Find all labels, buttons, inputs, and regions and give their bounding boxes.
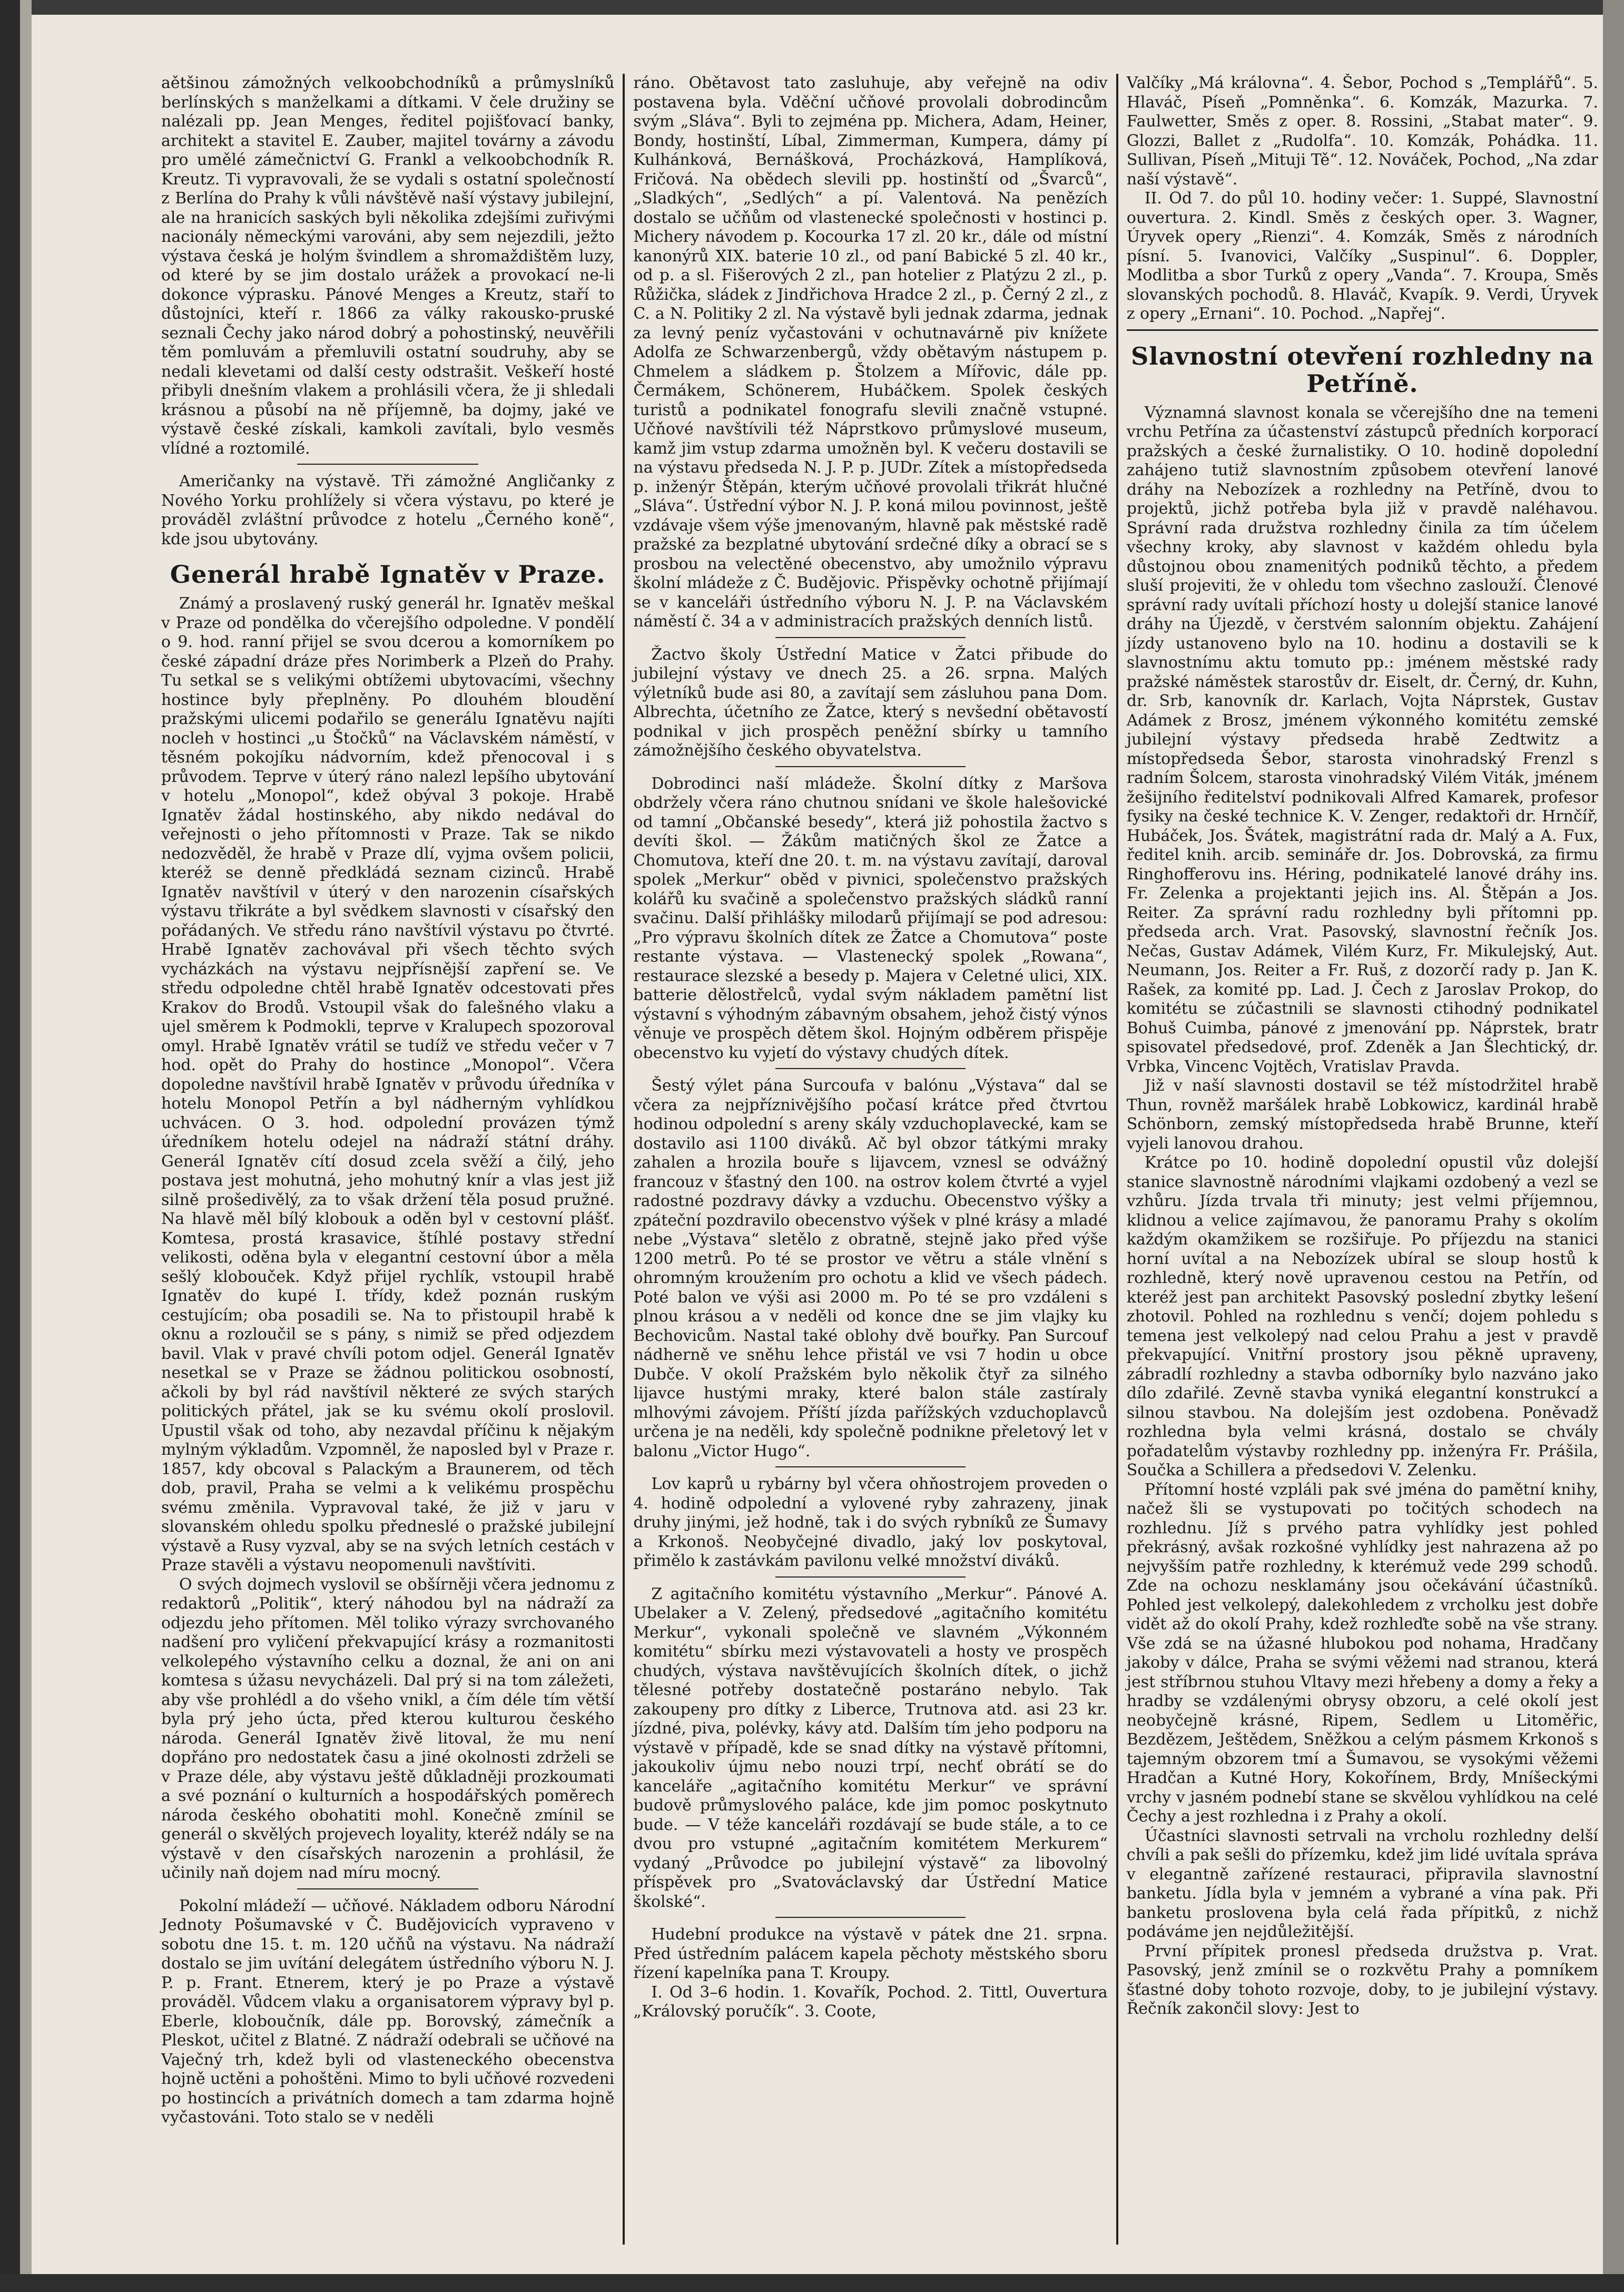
article-rozhledna-5: Účastníci slavnosti setrvali na vrcholu rozhledny delší chvíli a pak sešli do přízemku, kdež jim lidé uvítala správa v elegantně zařízené restauraci, připravila slavnostní banketu. Jídla byla v jemném a vybrané a vína pak. Při banketu proslovena byla celá řada přípitků, z nichž podáváme jen nejdůležitější. <box>1126 1826 1598 1941</box>
article-rozhledna-1: Významná slavnost konala se včerejšího dne na temeni vrchu Petřína za účastenství zástupců předních korporací pražských a české žurnalistiky. O 10. hodině dopolední zahájeno tutiž slavnostním způsobem otevření lanové dráhy na Nebozízek a rozhledny na Petříně, dvou to projektů, jichž potřeba byla již v pravdě naléhavou. Správní rada družstva rozhledny činila za tím účelem všechny kroky, aby slavnost v každém ohledu byla důstojnou obou znamenitých podniků těchto, a předem sluší projeviti, že v ohledu tom všechno zaslouží. Členové správní rady uvítali příchozí hosty u dolejší stanice lanové dráhy na Újezdě, v čerstvém salonním objektu. Zahájení jízdy ustanoveno bylo na 10. hodinu a dostavili se k slavnostnímu aktu tomuto pp.: jménem městské rady pražské náměstek starostův dr. Eiselt, dr. Černý, dr. Kuhn, dr. Srb, kanovník dr. Karlach, Vojta Náprstek, Gustav Adámek z Brosz, jménem výkonného komitétu zemské jubilejní výstavy předseda hrabě Zedtwitz a místopředseda Šebor, starosta vinohradský Frenzl s radním Šolcem, starosta vinohradský Vilém Viták, jménem žešijního ředitelství podnikovali Alfred Kamarek, profesor fysiky na české technice K. V. Zenger, redaktoři dr. Hrnčíř, Hubáček, Jos. Švátek, magistrátní rada dr. Malý a A. Fux, ředitel knih. arcib. semináře dr. Jos. Dobrovská, za firmu Ringhofferovu ins. Héring, podnikatelé lanové dráhy ins. Fr. Zelenka a projektanti jejich ins. Al. Štěpán a Jos. Reiter. Za správní radu rozhledny byli přítomni pp. předseda arch. Vrat. Pasovský, slavnostní řečník Jos. Nečas, Gustav Adámek, Vilém Kurz, Fr. Mikulejský, Aut. Neumann, Jos. Reiter a Fr. Ruš, z dozorčí rady p. Jan K. Rašek, za komité pp. Lad. J. Čech z Jaroslav Prokop, do komitétu se zúčastnili se slavnosti ctihodný podnikatel Bohuš Cuimba, pánové z jmenování pp. Náprstek, bratr spisovatel předsedové, prof. Zdeněk a Jan Šlechtický, dr. Vrbka, Vincenc Vojtěch, Vratislav Pravda. <box>1126 403 1598 1076</box>
article-rozhledna-4: Přítomní hosté vzpláli pak své jména do pamětní knihy, načež šli se vystupovati po točitých schodech na rozhlednu. Jíž s prvého patra vyhlídky jest pohled překrásný, avšak rozkošné vyhlídky jest nahrazena až po nejvyšším patře rozhledny, k kterémuž vede 299 schodů. Zde na ochozu nesklamány jsou očekávání účastníků. Pohled jest velkolepý, dalekohledem z vrcholku jest dobře vidět až do okolí Prahy, kdež rozhleďte sobě na vše strany. Vše zdá se na úžasné hlubokou pod nohama, Hradčany jakoby v dálce, Praha se svými věžemi nad stranou, která jest stříbrnou stuhou Vltavy mezi hřebeny a domy a řeky a hradby se vzdálenými obrysy obzoru, a celé okolí jest neobyčejně krásné, Ripem, Sedlem u Litoměřic, Bezdězem, Ještědem, Sněžkou a celým pásmem Krkonoš s tajemným obzorem tmí a Šumavou, se vysokými věžemi Hradčan a Kutné Hory, Kokořínem, Brdy, Mníšeckými vrchy v jasném podnebí stane se skvělou vyhlídkou na celé Čechy a jest rozhledna i z Prahy a okolí. <box>1126 1480 1598 1826</box>
scan-border-bottom <box>0 2274 1624 2292</box>
separator <box>775 1576 965 1578</box>
article-ignatev: Známý a proslavený ruský generál hr. Ignatěv meškal v Praze od pondělka do včerejšího odpoledne. V pondělí o 9. hod. ranní přijel se svou dcerou a komorníkem po české západní dráze přes Norimberk a Plzeň do Prahy. Tu setkal se s velikými obtížemi ubytovacími, všechny hostince byly přeplněny. Po dlouhém bloudění pražskými ulicemi podařilo se generálu Ignatěvu najíti nocleh v hostinci „u Štočků“ na Václavském náměstí, v těsném pokojíku nádvorním, kdež přenocoval i s průvodem. Teprve v úterý ráno nalezl lepšího ubytování v hotelu „Monopol“, kdež obýval 3 pokoje. Hrabě Ignatěv žádal hostinského, aby nikdo nedával do veřejnosti o jeho přítomnosti v Praze. Tak se nikdo nedozvěděl, že hrabě v Praze dlí, vyjma ovšem policii, kteréž se denně předkládá seznam cizinců. Hrabě Ignatěv navštívil v úterý v den narozenin císařských výstavu třikráte a byl svědkem slavnosti v císařský den pořádaných. Ve středu ráno navštívil výstavu po čtvrté. Hrabě Ignatěv zachovával při všech těchto svých vycházkách na výstavu nejpřísnější zapření se. Ve středu odpoledne chtěl hrabě Ignatěv odcestovati přes Krakov do Brodů. Vstoupil však do falešného vlaku a ujel směrem k Podmokli, teprve v Kralupech spozoroval omyl. Hrabě Ignatěv vrátil se tudíž ve středu večer v 7 hod. opět do Prahy do hostince „Monopol“. Včera dopoledne navštívil hrabě Ignatěv v průvodu úředníka v hotelu Monopol Petřín a byl nádherným vyhlídkou uchvácen. O 3. hod. odpolední provázen týmž úředníkem hotelu odejel na nádraží státní dráhy. Generál Ignatěv cítí dosud zcela svěží a čilý, jeho postava jest mohutná, jeho mohutný knír a vlas jest již silně prošedivělý, za to však držení těla posud pružné. Na hlavě měl bílý klobouk a oděn byl v cestovní plášť. Komtesa, prostá krasavice, štíhlé postavy střední velikosti, oděna byla v elegantní cestovní úbor a měla sešlý klobouček. Když přijel rychlík, vstoupil hrabě Ignatěv do kupé I. třídy, kdež poznán ruským cestujícím; oba posadili se. Na to přistoupil hrabě k oknu a rozloučil se s pány, s nimiž se před odjezdem bavil. Vlak v pravé chvíli potom odjel. Generál Ignatěv nesetkal se v Praze se žádnou politickou osobností, ačkoli by byl rád navštívil některé ze svých starých politických přátel, jak se ku svému okolí proslovil. Upustil však od toho, aby nezavdal příčinu k nějakým mylným výkladům. Vzpomněl, že naposled byl v Praze r. 1857, kdy obcoval s Palackým a Braunerem, od těch dob, pravil, Praha se velmi a k velikému prospěchu svému změnila. Vypravoval také, že již v jaru v slovanském ohledu spolku předneslé o pražské jubilejní výstavě a Rusy vyzval, aby se na svých letních cestách v Praze stavěli a výstavu neopomenuli navštíviti. <box>161 594 615 1574</box>
heading-ignatev: Generál hrabě Ignatěv v Praze. <box>170 560 606 589</box>
article-rozhledna-2: Již v naší slavnosti dostavil se též místodržitel hrabě Thun, rovněž maršálek hrabě Lobkowicz, kardinál hrabě Schönborn, zemský místopředseda hrabě Brunne, kteří vyjeli lanovou drahou. <box>1126 1076 1598 1153</box>
article-pokoleni: Pokolní mládeží — učňové. Nákladem odboru Národní Jednoty Pošumavské v Č. Budějovicích vypraveno v sobotu dne 15. t. m. 120 učňů na výstavu. Na nádraží dostalo se jim uvítání delegátem ústředního výboru N. J. P. p. Frant. Etnerem, který je po Praze a výstavě prováděl. Vůdcem vlaku a organisatorem výpravy byl p. Eberle, kloboučník, dále pp. Borovský, zámečník a Pleskot, učitel z Blatné. Z nádraží odebrali se učňové na Vaječný trh, kdež byli od vlasteneckého obecenstva hojně uctěni a pohoštěni. Mimo to byli učňové rozvedeni po hostincích a privátních domech a tam zdarma hojně vyčastováni. Toto stalo se v neděli <box>161 1896 615 2127</box>
column-1 <box>153 74 623 2245</box>
article-balloon: Šestý výlet pána Surcoufa v balónu „Výstava“ dal se včera za nejpříznivějšího počasí krátce před čtvrtou hodinou odpolední s areny skály vzduchoplavecké, kam se dostavilo asi 1100 diváků. Ač byl obzor tátkými mraky zahalen a hrozila bouře s lijavcem, vznesl se odvážný francouz v šťastný den 100. na ostrov kolem čtvrté a vyjel radostné pozdravy dávky a vzduchu. Obecenstvo výšky a zpáteční pozdravilo obecenstvo výšek v plné krásy a mladé nebe „Výstava“ sletělo z obratně, stejně jako před výše 1200 metrů. Po té se prostor ve větru a stále vlnění s ohromným kroužením pro ochotu a klid ve všech pádech. Poté balon ve výši asi 2000 m. Po té se pro vzdáleni s plnou krásou a v neděli od konce dne se jim vlajky ku Bechovicům. Nastal také oblohy dvě bouřky. Pan Surcouf nádherně ve sněhu lehce přistál ve vsi 7 hodin u obce Dubče. V okolí Pražském bylo několik čtyř za silného lijavce hustými mraky, které balon stále zastíraly mlhovými závojem. Příští jízda pařížských vzduchoplavců určena je na neděli, kdy společně podnikne přeletový let v balonu „Victor Hugo“. <box>633 1076 1108 1461</box>
column-2 <box>625 74 1116 2245</box>
article-rozhledna-3: Krátce po 10. hodině dopolední opustil vůz dolejší stanice slavnostně národními vlajkami ozdobený a vezl se vzhůru. Jízda trvala tři minuty; jest velmi příjemnou, klidnou a velice zajímavou, že panoramu Prahy s okolím každým okamžikem se rozšiřuje. Po příjezdu na stanici horní uvítal a na Nebozízek ubíral se sloup hostů k rozhledně, který nově upravenou cestou na Petřín, od kteréž jest pan architekt Pasovský poslední zbytky lešení zhotovil. Pohled na rozhlednu s venčí; dojem pohledu s temena jest velkolepý nad celou Prahu a jest v pravdě překvapující. Vnitřní prostory jsou pěkně upraveny, zábradlí rozhledny a stavba odborníky bylo nazváno jako dílo zdařilé. Zevně stavba vyniká elegantní konstrukcí a silnou stavbou. Na dolejším jest ozdobena. Poněvadž rozhledna byla velmi krásná, dostalo se chvály pořadatelům výstavby rozhledny pp. inženýra Fr. Prášila, Součka a Schillera a předsedovi V. Zelenku. <box>1126 1153 1598 1480</box>
music-program-continued: Valčíky „Má královna“. 4. Šebor, Pochod s „Templářů“. 5. Hlaváč, Píseň „Pomněnka“. 6. Komzák, Mazurka. 7. Faulwetter, Směs z oper. 8. Rossini, „Stabat mater“. 9. Glozzi, Ballet z „Rudolfa“. 10. Komzák, Pohádka. 11. Sullivan, Píseň „Mituji Tě“. 12. Nováček, Pochod, „Na zdar naší výstavě“. <box>1126 74 1598 189</box>
article-lov-kapru: Lov kaprů u rybárny byl včera ohňostrojem proveden o 4. hodině odpolední a vylovené ryby zahrazeny, jinak druhy jinými, jež hodně, tak i do svých rybníků ze Šumavy a Krkonoš. Neobyčejné divadlo, jaký lov poskytoval, přimělo k zastávkám pavilonu velké množství diváků. <box>633 1475 1108 1570</box>
separator <box>297 1888 478 1889</box>
article-berlin-visitors: aětšinou zámožných velkoobchodníků a průmyslníků berlínských s manželkami a dítkami. V čele družiny se nalézali pp. Jean Menges, ředitel pojišťovací banky, architekt a stavitel E. Zauber, majitel továrny a závodu pro umělé zámečnictví G. Frankl a velkoobchodník R. Kreutz. Ti vypravovali, že se vydali s ostatní společností z Berlína do Prahy k vůli návštěvě naší výstavy jubilejní, ale na hranicích saských byli několika zdejšími zuřivými nacionály německými varováni, aby sem nejezdili, ježto výstava česká je holým švindlem a shromaždištěm luzy, od které by se jim dostalo urážek a provokací ne-li dokonce výprasku. Pánové Menges a Kreutz, staří to důstojníci, kteří r. 1866 za války rakousko-pruské seznali Čechy jako národ dobrý a pohostinský, neuvěřili těm pomluvám a přemluvili ostatní soudruhy, aby se nedali klevetami od další cesty odstrašit. Veškeří hosté přibyli dnešním vlakem a prohlásili včera, že ji shledali krásnou a působí na ně příjemně, ba dojmy, jaké ve výstavě české získali, kamkoli zavítali, bylo vesměs vlídné a roztomilé. <box>161 74 615 458</box>
article-americanky: Američanky na výstavě. Tři zámožné Angličanky z Nového Yorku prohlížely si včera výstavu, po které je prováděl zvláštní průvodce z hotelu „Černého koně“, kde jsou ubytovány. <box>161 472 615 548</box>
article-agitacni-komitet: Z agitačního komitétu výstavního „Merkur“. Pánové A. Ubelaker a V. Zelený, předsedové „agitačního komitétu Merkur“, vykonali společně ve slavném „Výkonném komitétu“ sbírku mezi výstavovateli a hosty ve prospěch chudých, výstava navštěvujících školních dítek, o jichž tělesné potřeby dostatečně postaráno nebylo. Tak zakoupeny pro dítky z Liberce, Trutnova atd. asi 23 kr. jízdné, piva, polévky, kávy atd. Dalším tím jeho podporu na výstavě v případě, kde se snad dítky na výstavě přítomni, jakoukoliv újmu nebo nouzi trpí, nechť obrátí se do kanceláře „agitačního komitétu Merkur“ ve správní budově průmyslového paláce, kde jim pomoc poskytnuto bude. — V téže kanceláři rozdávají se bude stále, a to ce dvou pro vstupné „agitačním komitétem Merkurem“ vydaný „Průvodce po jubilejní výstavě“ za libovolný příspěvek pro „Svatováclavský dar Ústřední Matice školské“. <box>633 1584 1108 1911</box>
separator <box>775 1917 965 1918</box>
scan-margin-left <box>20 0 32 2292</box>
scan-border-top <box>0 0 1624 15</box>
column-3 <box>1118 74 1607 2245</box>
article-zatec: Žactvo školy Ústřední Matice v Žatci přibude do jubilejní výstavy ve dnech 25. a 26. srpna. Malých výletníků bude asi 80, a zavítají sem zásluhou pana Dom. Albrechta, účetního ze Žatce, který s nevšední obětavostí podnikal v jich prospěch peněžní sbírky u tamního zámožnějšího českého obyvatelstva. <box>633 645 1108 760</box>
separator <box>775 1068 965 1069</box>
heading-rozhledna: Slavnostní otevření rozhledny na Petříně. <box>1131 341 1594 398</box>
article-rozhledna-6: První přípitek pronesl předseda družstva p. Vrat. Pasovský, jenž zmínil se o rozkvětu Prahy a pomníkem šťastné doby tohoto rozvoje, doby, to je jubilejní výstavy. Řečník zakončil slovy: Jest to <box>1126 1942 1598 2018</box>
article-hudebni-produkce: Hudební produkce na výstavě v pátek dne 21. srpna. Před ústředním palácem kapela pěchoty městského sboru řízení kapelníka pana T. Kroupy. <box>633 1925 1108 1982</box>
newspaper-page <box>153 74 1607 2245</box>
scan-border-left <box>0 0 20 2292</box>
separator <box>775 766 965 767</box>
separator <box>1127 329 1598 331</box>
separator <box>775 637 965 638</box>
music-program-part2: II. Od 7. do půl 10. hodiny večer: 1. Suppé, Slavnostní ouvertura. 2. Kindl. Směs z českých oper. 3. Wagner, Úryvek opery „Rienzi“. 4. Komzák, Směs z národních písní. 5. Ivanovici, Valčíky „Suspinul“. 6. Doppler, Modlitba a sbor Turků z opery „Vanda“. 7. Kroupa, Směs slovanských pochodů. 8. Hlaváč, Kvapík. 9. Verdi, Úryvek z opery „Ernani“. 10. Pochod. „Napřej“. <box>1126 189 1598 323</box>
music-program-part1: I. Od 3–6 hodin. 1. Kovařík, Pochod. 2. Tittl, Ouvertura „Královský poručík“. 3. Coote, <box>633 1983 1108 2021</box>
article-ignatev-2: O svých dojmech vyslovil se obšírněji včera jednomu z redaktorů „Politik“, který náhodou byl na nádraží za odjezdu jeho přítomen. Měl toliko výrazy svrchovaného nadšení pro vyličení překvapující krásy a rozmanitosti velkolepého výstavního celku a doznal, že ani on ani komtesa s úžasu nevycházeli. Dal prý si na tom záležeti, aby vše prohlédl a do všeho vnikl, a čím déle tím větší byla prý jeho úcta, před kterou kulturou českého národa. Generál Ignatěv živě litoval, že mu není dopřáno pro nedostatek času a jiné okolnosti zdrželi se v Praze déle, aby výstavu ještě důkladněji prozkoumati a své poznání o kulturních a hospodářských poměrech národa českého obohatiti mohl. Konečně zmínil se generál o skvělých projevech loyality, kteréž ndály se na výstavě v den císařských narozenin a prohlásil, že učinily naň dojem nad míru mocný. <box>161 1575 615 1882</box>
separator <box>297 464 478 465</box>
separator <box>775 1466 965 1467</box>
article-dobrodinci: Dobrodinci naší mládeže. Školní dítky z Maršova obdržely včera ráno chutnou snídani ve škole halešovické od tamní „Občanské besedy“, která již pohostila žactvo s devíti škol. — Žákům matičných škol ze Žatce a Chomutova, kteří dne 20. t. m. na výstavu zavítají, daroval spolek „Merkur“ oběd v pivnici, společenstvo pražských kolářů ku svačině a společenstvo pražských sládků ranní svačinu. Další přihlášky milodarů přijímají se pod adresou: „Pro výpravu školních dítek ze Žatce a Chomutova“ poste restante výstava. — Vlastenecký spolek „Rowana“, restaurace slezské a besedy p. Majera v Celetné ulici, XIX. batterie dělostřelců, vydal svým nákladem pamětní list výstavní s výhodným zábavným obsahem, jehož čistý výnos věnuje ve prospěch dětem škol. Hojným odběrem přispěje obecenstvo ku vyjetí do výstavy chudých dítek. <box>633 774 1108 1062</box>
article-rano: ráno. Obětavost tato zasluhuje, aby veřejně na odiv postavena byla. Vděční učňové provolali dobrodincům svým „Sláva“. Byli to zejména pp. Michera, Adam, Heiner, Bondy, hostinští, Líbal, Zimmerman, Kumpera, dámy pí Kulhánková, Bernášková, Procházková, Hamplíková, Fričová. Na obědech slevili pp. hostinští od „Švarců“, „Sladkých“, „Sedlých“ a pí. Valentová. Na penězích dostalo se učňům od vlastenecké společnosti v hostinci p. Michery návodem p. Kocourka 17 zl. 20 kr., dále od místní kanonýrů XIX. baterie 10 zl., od paní Babické 5 zl. 40 kr., od p. a sl. Fišerových 2 zl., pan hotelier z Platýzu 2 zl., p. Růžička, sládek z Jindřichova Hradce 2 zl., p. Černý 2 zl., z C. a N. Politiky 2 zl. Na výstavě byli jednak zdarma, jednak za levný peníz vyčastováni v ochutnavárně piv knížete Adolfa ze Schwarzenbergů, vždy obětavým nástupem p. Chmelem a sládkem p. Štolzem a Mířovic, dále pp. Čermákem, Schönerem, Hubáčkem. Spolek českých turistů a podnikatel fonografu slevili značně vstupné. Učňové navštívili též Náprstkovo průmyslové museum, kamž jim vstup zdarma umožněn byl. K večeru dostavili se na výstavu předseda N. J. P. p. JUDr. Zítek a místopředseda p. inženýr Štěpán, kterým učňové provolali třikrát hlučné „Sláva“. Ústřední výbor N. J. P. koná milou povinnost, ještě vzdávaje všem výše jmenovaným, hlavně pak městské radě pražské za bezplatné ubytování srdečné díky a obrací se s prosbou na velectěné obecenstvo, aby umožnilo výpravu školní mládeže z Č. Budějovic. Přispěvky ochotně přijímají se v kanceláři ústředního výboru N. J. P. na Václavském náměstí č. 34 a v administracích pražských denních listů. <box>633 74 1108 631</box>
